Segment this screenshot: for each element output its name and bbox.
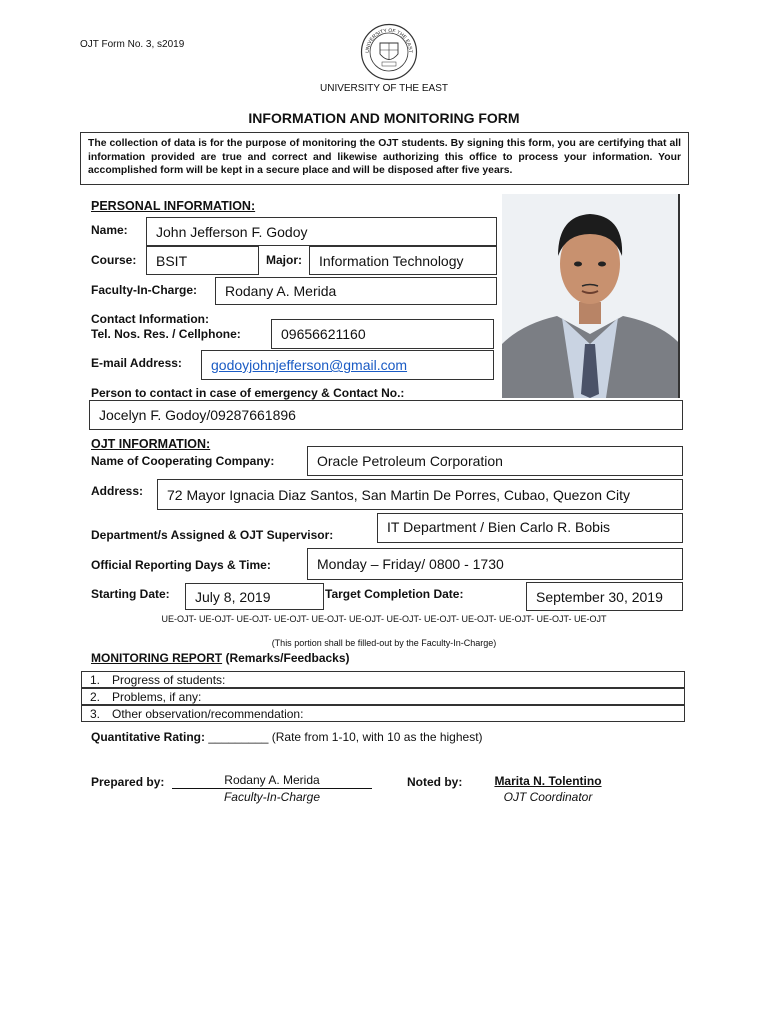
monitoring-row[interactable] [81,688,685,705]
email-field[interactable] [201,350,494,380]
noted-by-label: Noted by: [407,775,463,789]
monitoring-row[interactable] [81,671,685,688]
tel-label: Tel. Nos. Res. / Cellphone: [91,327,241,341]
days-label: Official Reporting Days & Time: [91,558,271,572]
name-field[interactable]: John Jefferson F. Godoy [146,217,497,246]
emergency-field[interactable]: Jocelyn F. Godoy/09287661896 [89,400,683,430]
seal-text: UNIVERSITY OF THE EAST [364,27,414,54]
course-label: Course: [91,253,137,267]
rating-note: (Rate from 1-10, with 10 as the highest) [268,730,483,744]
email-link[interactable]: godoyjohnjefferson@gmail.com [211,357,408,373]
faculty-field[interactable]: Rodany A. Merida [215,277,497,305]
target-date-label: Target Completion Date: [325,587,464,601]
course-field[interactable]: BSIT [146,246,259,275]
page-title: INFORMATION AND MONITORING FORM [248,110,520,126]
monitoring-heading-main: MONITORING REPORT [91,651,223,665]
contact-info-label: Contact Information: [91,312,209,326]
emergency-label: Person to contact in case of emergency & Contact No.: [91,386,405,400]
rating-label: Quantitative Rating: [91,730,206,744]
dept-label: Department/s Assigned & OJT Supervisor: [91,528,334,542]
quantitative-rating [91,730,483,744]
noted-by-role: OJT Coordinator [503,790,593,804]
ojt-info-heading: OJT INFORMATION: [91,437,211,451]
rating-blank[interactable]: _________ [205,730,269,744]
dept-field[interactable]: IT Department / Bien Carlo R. Bobis [377,513,683,543]
university-name: UNIVERSITY OF THE EAST [320,83,448,94]
university-seal [360,23,418,81]
faculty-note: (This portion shall be filled-out by the Faculty-In-Charge) [271,638,497,648]
company-field[interactable]: Oracle Petroleum Corporation [307,446,683,476]
start-date-label: Starting Date: [91,587,170,601]
separator-line: UE-OJT- UE-OJT- UE-OJT- UE-OJT- UE-OJT- UE-OJT- UE-OJT- UE-OJT- UE-OJT- UE-OJT- UE-OJT- UE-OJT [161,614,607,624]
monitoring-row-num: 1. [90,672,101,687]
faculty-label: Faculty-In-Charge: [91,283,198,297]
target-date-field[interactable]: September 30, 2019 [526,582,683,611]
prepared-by-role: Faculty-In-Charge [223,790,321,804]
prepared-by-name: Rodany A. Merida [172,773,372,789]
monitoring-row-num: 2. [90,689,101,704]
start-date-field[interactable]: July 8, 2019 [185,583,324,610]
monitoring-heading [91,651,350,665]
monitoring-row-text: Problems, if any: [112,689,202,704]
email-label: E-mail Address: [91,356,182,370]
form-number: OJT Form No. 3, s2019 [80,39,185,50]
noted-by-name: Marita N. Tolentino [494,774,602,788]
address-field[interactable]: 72 Mayor Ignacia Diaz Santos, San Martin De Porres, Cubao, Quezon City [157,479,683,510]
major-field[interactable]: Information Technology [309,246,497,275]
major-label: Major: [266,253,302,267]
prepared-by-label: Prepared by: [91,775,165,789]
address-label: Address: [91,484,144,498]
monitoring-heading-suffix: (Remarks/Feedbacks) [222,651,350,665]
tel-field[interactable]: 09656621160 [271,319,494,349]
days-field[interactable]: Monday – Friday/ 0800 - 1730 [307,548,683,580]
monitoring-row-num: 3. [90,706,101,721]
monitoring-row-text: Progress of students: [112,672,226,687]
company-label: Name of Cooperating Company: [91,454,275,468]
student-photo [502,194,680,398]
privacy-notice: The collection of data is for the purpose of monitoring the OJT students. By signing this form, you are certifying that all information provided are true and correct and likewise authorizing this office to process your information. Your accomplished form will be kept in a secure place and will be disposed after five years. [80,132,689,185]
monitoring-row-text: Other observation/recommendation: [112,706,304,721]
personal-info-heading: PERSONAL INFORMATION: [91,199,256,213]
name-label: Name: [91,223,128,237]
monitoring-row[interactable] [81,705,685,722]
